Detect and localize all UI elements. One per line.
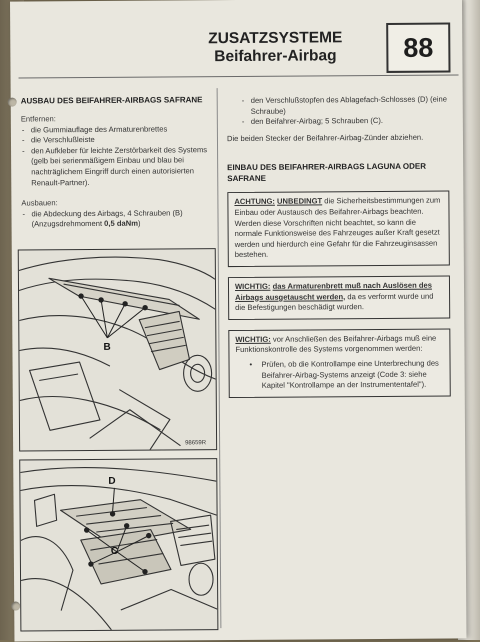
- warning-text: da es verformt wurde und die Befestigungen beschädigt wurden.: [235, 291, 434, 313]
- warning-text: vor Anschließen des Beifahrer-Airbags muß eine Funktionskontrolle des Systems vorgenommen werden:: [235, 333, 437, 355]
- warning-box-wichtig-check: [228, 328, 450, 398]
- list-item: - die Verschlußleiste: [21, 134, 209, 146]
- section-title-removal: AUSBAU DES BEIFAHRER-AIRBAGS SAFRANE: [20, 95, 203, 106]
- ausbauen-label: Ausbauen:: [21, 198, 58, 208]
- plugs-instruction: Die beiden Stecker der Beifahrer-Airbag-Zünder abziehen.: [226, 132, 424, 143]
- header-title-line2: Beifahrer-Airbag: [214, 47, 337, 66]
- warning-text: die Sicherheitsbestimmungen zum Einbau oder Austausch des Beifahrer-Airbags beachten. Werden diese Vorschriften nicht beachtet, so kann die normale Funktionsweise des Fahrzeuges außer Kraft gesetzt werden und hierdurch eine Gefahr für die Fahrzeuginsassen bestehen.: [234, 195, 441, 260]
- right-column: [227, 95, 451, 398]
- figure2-label-c: C: [110, 545, 119, 557]
- list-item: - den Verschlußstopfen des Ablagefach-Schlosses (D) (eine Schraube): [241, 95, 449, 118]
- page-header: [160, 29, 390, 67]
- figure1-label-b: B: [103, 341, 111, 353]
- chapter-number: 88: [403, 32, 434, 63]
- ausbauen-text-end: ): [137, 219, 141, 229]
- left-column: [21, 94, 210, 230]
- list-item: - den Aufkleber für leichte Zerstörbarkeit des Systems (gelb bei serienmäßigem Einbau und blau bei nachträglichem Eingriff durch einen autorisierten Renault-Partner).: [21, 145, 209, 189]
- warning-emphasis: UNBEDINGT: [277, 196, 323, 207]
- figure-dashboard-cover-screws: [18, 248, 217, 451]
- figure1-reference: 98659R: [185, 440, 207, 447]
- section-title-installation: EINBAU DES BEIFAHRER-AIRBAGS LAGUNA ODER SAFRANE: [227, 162, 427, 184]
- warning-head: WICHTIG:: [235, 334, 271, 344]
- warning-box-achtung: [227, 191, 450, 267]
- list-item: [21, 208, 209, 230]
- torque-value: 0,5 daNm: [104, 219, 138, 229]
- warning-head: WICHTIG:: [234, 281, 271, 291]
- figure1-drawing: [19, 249, 216, 450]
- warning-box-wichtig-dashboard: [228, 275, 450, 319]
- manual-page: [10, 0, 466, 642]
- list-item: - den Beifahrer-Airbag; 5 Schrauben (C).: [241, 116, 449, 128]
- list-item: - die Gummiauflage des Armaturenbrettes: [21, 124, 209, 136]
- figure2-label-d: D: [108, 475, 116, 487]
- check-bullet: • Prüfen, ob die Kontrollampe eine Unterbrechung des Beifahrer-Airbag-Systems anzeigt (Code 3: siehe Kapitel "Kontrollampe an der Instrumententafel").: [250, 358, 445, 391]
- figure2-drawing: [20, 459, 217, 630]
- header-rule: [19, 74, 459, 78]
- chapter-number-box: [386, 23, 450, 73]
- figure-airbag-screws: [19, 458, 218, 631]
- warning-head: ACHTUNG:: [234, 197, 275, 207]
- ausbauen-text: die Abdeckung des Airbags, 4 Schrauben (B) (Anzugsdrehmoment: [31, 208, 183, 229]
- header-title-line1: ZUSATZSYSTEME: [208, 29, 343, 48]
- entfernen-label: Entfernen:: [20, 114, 56, 124]
- binder-hole: [8, 98, 17, 107]
- binder-hole: [11, 602, 20, 611]
- warning-emphasis: das Armaturenbrett muß nach Auslösen des Airbags ausgetauscht werden,: [235, 280, 432, 302]
